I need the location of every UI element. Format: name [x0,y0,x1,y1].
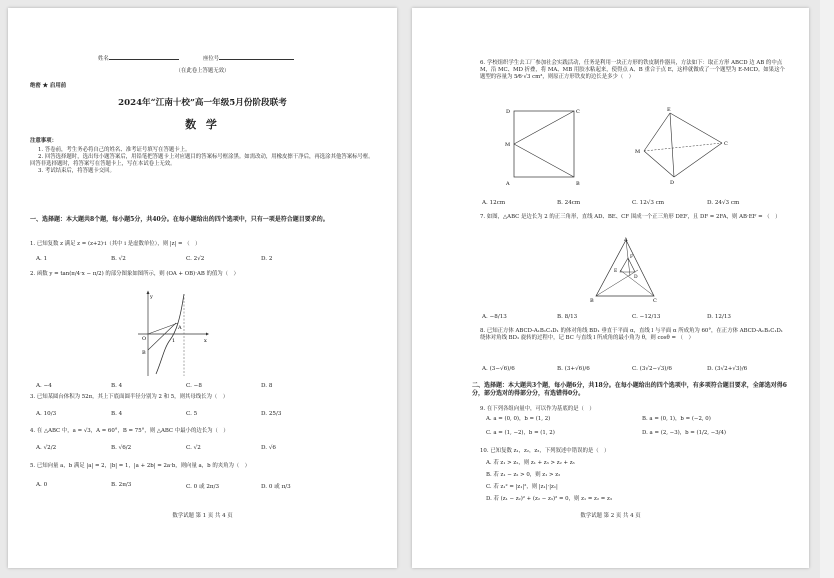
option: C. √2 [186,445,201,451]
question-2-graph [134,290,210,380]
question-2-options [36,383,371,389]
edge-ed [670,113,674,177]
vertex-label-d: D [634,275,638,280]
exam-title: 2024年“江南十校”高一年级5月份阶段联考 [118,98,287,108]
question-3-options [36,411,371,417]
exam-page-1 [8,8,397,568]
section-1-heading: 一、选择题：本大题共8个题，每小题5分，共40分。在每小题给出的四个选项中，只有一项是符合题目要求的。 [30,216,329,223]
option: D. √6 [261,445,276,451]
tetrahedron-figure [630,105,740,185]
question-4-options [36,445,371,451]
option: C. (3√2−√3)/6 [632,366,672,372]
point-label-b: B [142,350,146,356]
notice-item: 3. 考试结束后，将答题卡交回。 [38,168,115,174]
question-6-options [482,200,802,206]
notice-list [30,147,375,175]
viewer-scroll-area[interactable] [820,0,834,578]
vertex-label-b: B [576,181,580,187]
vertex-label-f: F [630,255,634,260]
point-label-a: A [178,325,182,331]
axis-label-y: y [150,294,153,300]
vertex-label-c: C [724,141,728,147]
option: A. (3−√6)/6 [482,366,515,372]
vertex-label-a: A [624,237,628,243]
edge-md [644,151,674,177]
option: D. 12/13 [707,314,731,320]
square-sheet-figure [502,105,582,190]
notice-item: 2. 回答选择题时，选出每小题答案后，用铅笔把答题卡上对应题目的答案标号框涂黑。如需改动，用橡皮擦干净后，再选涂其他答案标号框。回答非选择题时，将答案写在答题卡上，写在本试卷上无效。 [30,154,374,167]
option: B. a = (0, 1)，b = (−2, 0) [642,416,711,422]
option: D. 2 [261,256,273,262]
option: A. 0 [36,482,48,488]
square-abcd [514,111,574,177]
notice-item: 1. 答卷前，考生务必将自己的姓名、准考证号填写在答题卡上。 [38,147,191,153]
option: A. √2/2 [36,445,57,451]
vertex-label-e: E [667,107,671,113]
option: B. 24cm [557,200,581,206]
option: B. 2π/3 [111,482,132,488]
tick-label-1: 1 [172,338,176,344]
question-10-stem: 10. 已知复数 z₁，z₂，z₃，下列叙述中错误的是（ ） [480,448,610,454]
vertex-label-a: A [506,181,510,187]
axis-label-x: x [204,338,207,344]
ob-segment [148,323,178,334]
option: A. 12cm [482,200,506,206]
line-cf [620,270,654,296]
question-5-stem: 5. 已知向量 a，b 满足 |a| = 2，|b| = 1，|a + 2b| = 2a·b，则向量 a，b 的夹角为（ ） [30,463,251,469]
question-3-stem: 3. 已知某圆台体积为 52π，其上下底面圆半径分别为 2 和 5，则其母线长为（ ） [30,394,229,400]
vertex-label-d: D [506,109,511,115]
option: C. 0 或 2π/3 [186,484,220,490]
secret-mark: 绝密 ★ 启用前 [30,83,67,89]
option: C. 5 [186,411,198,417]
question-2-stem: 2. 函数 y = tan(π/4·x − π/2) 的部分图象如图所示，则 (OA + OB)·AB 的值为（ ） [30,271,239,277]
option: B. √6/2 [111,445,132,451]
edge-me [644,113,670,151]
option: C. 若 z₁² = |z₁|²，则 |z₁|·|z₁| [486,484,558,490]
subject-title: 数 学 [185,118,220,131]
notice-title: 注意事项： [30,138,57,144]
triangle-def [620,258,635,272]
option: B. 8/13 [557,314,578,320]
option: D. 若 (z₁ − z₂)² + (z₂ − z₃)² = 0，则 z₁ = z₂ = z₃ [486,496,612,502]
vertex-label-c: C [576,109,580,115]
vertex-label-m: M [635,149,641,155]
option: C. 2√2 [186,256,205,262]
section-2-heading: 二、选择题：本大题共3个题，每小题6分，共18分。在每小题给出的四个选项中，有多项符合题目要求，全部选对得6分，部分选对的得部分分，有选错得0分。 [472,382,787,397]
vertex-label-e: E [614,269,618,274]
question-6-stem: 6. 学校组织学生去工厂参加社会实践活动，任务是利用一块正方形的铁皮制作器具，方法如下：取正方形 ABCD 边 AB 的中点 M，沿 MC、MD 折叠，将 MA、MB 用胶水粘起来，使得点 A、B 重合于点 E，这样就做成了一个题型为 E-MCD。如果这个题型的容量为 5⁄6·√3 cm³，则原正方形铁皮的边长是多少（ ） [480,60,785,80]
page-footer: 数学试题 第 1 页 共 4 页 [172,513,233,519]
fold-line-mc [514,111,574,144]
question-5-options [36,482,371,490]
option: C. a = (1, −2)，b = (1, 2) [486,430,555,436]
option: B. (3+√6)/6 [557,366,590,372]
fold-line-md [514,144,574,177]
question-1-options [36,256,371,262]
question-7-options [482,314,802,320]
option: B. 若 z₁ − z₂ > 0，则 z₁ > z₂ [486,472,561,478]
option: D. 0 或 π/3 [261,484,291,490]
x-axis-arrow [206,333,209,336]
option: A. 若 z₁ > z₂，则 z₁ + z₃ > z₂ + z₃ [486,460,575,466]
exam-page-2 [412,8,809,568]
option: D. a = (2, −3)，b = (1/2, −3/4) [642,430,727,436]
question-9-stem: 9. 在下列各组向量中，可以作为基底的是（ ） [480,406,595,412]
edge-mc-hidden [644,143,722,151]
option: D. 8 [261,383,273,389]
option: D. 25/3 [261,411,282,417]
origin-label: O [142,336,147,342]
option: B. √2 [111,256,126,262]
option: D. (3√2+√3)/6 [707,366,748,372]
edge-dc [674,143,722,177]
option: B. 4 [111,383,123,389]
question-1-stem: 1. 已知复数 z 满足 z = (z+2)·i（其中 i 是虚数单位），则 |z| = （ ） [30,241,201,247]
option: A. −4 [36,383,52,389]
option: C. 12√3 cm [632,200,665,206]
option: A. 10/3 [36,411,57,417]
seat-field: 座位号 [203,56,294,63]
question-7-stem: 7. 如图，△ABC 是边长为 2 的正三角形，直线 AD、BE、CF 围成一个正三角形 DEF，且 DF = 2FA，则 AB·EF = （ ） [480,214,781,220]
option: D. 24√3 cm [707,200,740,206]
question-8-stem: 8. 已知正方体 ABCD-A₁B₁C₁D₁ 的体对角线 BD₁ 垂直于平面 α，直线 l 与平面 α 所成角为 60°，在正方体 ABCD-A₁B₁C₁D₁ 绕体对角线 BD₁ 旋转的过程中，记 BC 与直线 l 所成角的最小角为 θ，则 cosθ = （ ） [480,328,783,341]
question-8-options [482,366,802,372]
vertex-label-c: C [653,298,657,304]
option: C. −8 [186,383,202,389]
vertex-label-b: B [590,298,594,304]
option: A. −8/13 [482,314,507,320]
option: B. 4 [111,411,123,417]
oa-segment [148,323,176,350]
option: A. a = (0, 0)，b = (1, 2) [486,416,551,422]
option: A. 1 [36,256,48,262]
triangle-figure [590,236,660,304]
question-4-stem: 4. 在 △ABC 中，a = √3，A = 60°，B = 75°，则 △ABC 中最小的边长为（ ） [30,428,229,434]
name-field: 姓名 [98,56,179,63]
vertex-label-m: M [505,142,511,148]
no-answer-note: （在此卷上答题无效） [175,68,230,74]
triangle-abc [596,240,654,296]
vertex-label-d: D [670,180,675,185]
page-footer: 数学试题 第 2 页 共 4 页 [580,513,641,519]
edge-ec [670,113,722,143]
option: C. −12/13 [632,314,661,320]
